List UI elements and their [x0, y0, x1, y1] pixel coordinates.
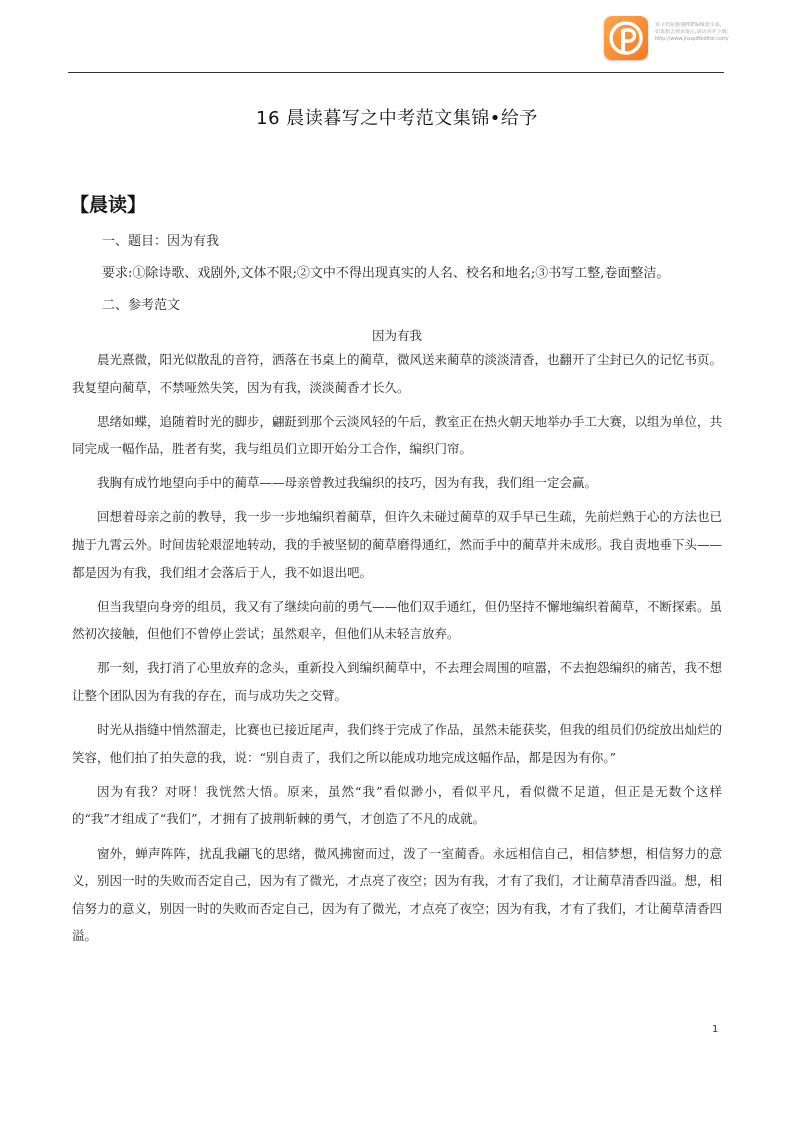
section-heading: 【晨读】 — [70, 194, 147, 216]
item-topic: 一、题目：因为有我 — [102, 234, 220, 249]
paragraph: 时光从指缝中悄然溜走，比赛也已接近尾声，我们终于完成了作品，虽然未能获奖，但我的组员们仍绽放出灿烂的笑容，他们拍了拍失意的我，说：“别自责了，我们之所以能成功地完成这幅作品，都是因为有你。” — [72, 722, 723, 765]
page-number: 1 — [712, 1024, 719, 1035]
paragraph: 但当我望向身旁的组员，我又有了继续向前的勇气——他们双手通红，但仍坚持不懈地编织着蔺草，不断探索。虽然初次接触，但他们不曾停止尝试；虽然艰辛，但他们从未轻言放弃。 — [72, 598, 723, 642]
notice-line-1: 该文档是极速PDF编辑器生成, — [655, 22, 722, 28]
page-title: 16 晨读暮写之中考范文集锦•给予 — [256, 108, 538, 129]
notice-line-2: 如果想去掉该提示,请访问并下载: — [655, 29, 729, 35]
pdf-p-logo-icon — [604, 16, 648, 60]
paragraph: 回想着母亲之前的教导，我一步一步地编织着蔺草，但许久未碰过蔺草的双手早已生疏，先前烂熟于心的方法也已抛于九霄云外。时间齿轮艰涩地转动，我的手被坚韧的蔺草磨得通红，然而手中的蔺草并未成形。我自责地垂下头——都是因为有我，我们组才会落后于人，我不如退出吧。 — [72, 509, 723, 580]
header-rule — [68, 72, 724, 73]
paragraph: 因为有我？对呀！我恍然大悟。原来，虽然“我”看似渺小，看似平凡，看似微不足道，但正是无数个这样的“我”才组成了“我们”，才拥有了披荆斩棘的勇气，才创造了不凡的成就。 — [72, 783, 722, 827]
paragraph: 思绪如蝶，追随着时光的脚步，翩跹到那个云淡风轻的午后，教室正在热火朝天地举办手工大赛，以组为单位，共同完成一幅作品，胜者有奖，我与组员们立即开始分工合作，编织门帘。 — [72, 413, 723, 457]
paragraph: 窗外，蝉声阵阵，扰乱我翩飞的思绪，微风拂窗而过，泼了一室蔺香。永远相信自己，相信梦想，相信努力的意义，别因一时的失败而否定自己，因为有了微光，才点亮了夜空；因为有我，才有了我们，才让蔺草清香四溢。想，相信努力的意义，别因一时的失败而否定自己，因为有了微光，才点亮了夜空；因为有我，才有了我们，才让蔺草清香四溢。 — [72, 845, 723, 944]
paragraph: 那一刻，我打消了心里放弃的念头，重新投入到编织蔺草中，不去理会周围的喧嚣，不去抱怨编织的痛苦，我不想让整个团队因为有我的存在，而与成功失之交臂。 — [72, 660, 723, 704]
requirement-text: 要求:①除诗歌、戏剧外,文体不限;②文中不得出现真实的人名、校名和地名;③书写工整,卷面整洁。 — [102, 266, 670, 281]
essay-body — [72, 346, 722, 956]
paragraph: 我胸有成竹地望向手中的蔺草——母亲曾教过我编织的技巧，因为有我，我们组一定会赢。 — [97, 475, 598, 491]
paragraph: 晨光熹微，阳光似散乱的音符，洒落在书桌上的蔺草，微风送来蔺草的淡淡清香，也翻开了尘封已久的记忆书页。我复望向蔺草，不禁哑然失笑，因为有我，淡淡蔺香才长久。 — [72, 352, 723, 395]
editor-notice — [655, 22, 780, 43]
notice-link[interactable]: http://www.jisupdfeditor.com/ — [655, 36, 729, 42]
essay-title: 因为有我 — [371, 328, 422, 343]
item-reference: 二、参考范文 — [102, 298, 181, 313]
